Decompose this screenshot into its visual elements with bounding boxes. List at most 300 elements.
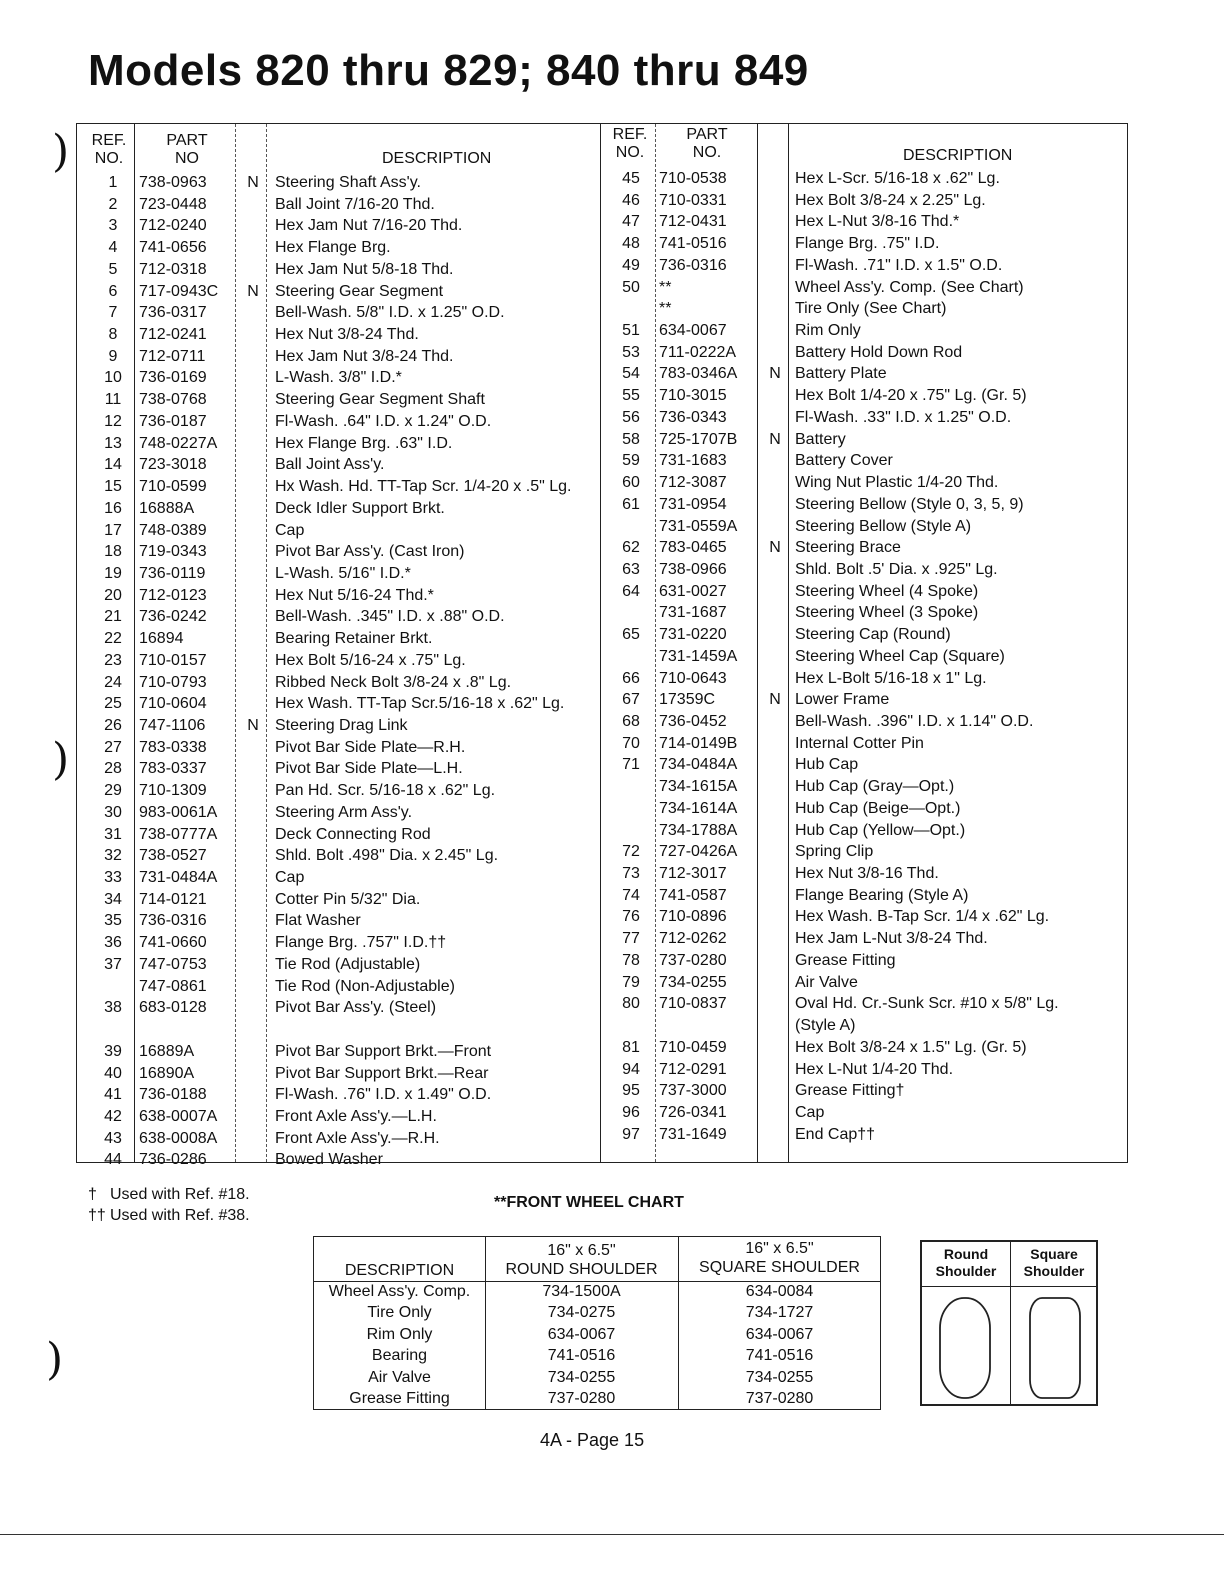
part-number: 731-1459A [659,647,738,665]
part-number: 712-0240 [139,217,207,235]
part-number: 747-0861 [139,977,207,995]
part-number: 734-1615A [659,778,738,796]
part-number: 738-0768 [139,391,207,409]
ref-number: 51 [622,322,640,340]
part-description: Hex Bolt 3/8-24 x 1.5" Lg. (Gr. 5) [795,1038,1027,1056]
part-number: 710-0331 [659,191,727,209]
table-row [77,1080,1127,1102]
part-description: End Cap†† [795,1125,876,1143]
wheel-part-description: Grease Fitting [349,1390,450,1407]
round-shoulder-size: 16" x 6.5" [547,1242,616,1259]
part-description: Cotter Pin 5/32" Dia. [275,890,421,908]
part-number: 747-1106 [139,717,206,734]
part-header-right: PART [686,126,728,143]
ref-number: 77 [622,930,640,948]
wheel-chart-row [314,1345,880,1367]
part-number: 731-0954 [659,495,727,513]
part-description: Tire Only (See Chart) [795,300,947,318]
part-number: 731-0559A [659,517,738,535]
ref-number: 50 [622,278,640,296]
part-number: 712-3017 [659,865,727,883]
tire-profile-icon [922,1288,1098,1406]
part-number: 783-0337 [139,760,207,778]
footnotes [88,1184,250,1226]
description-header-right: DESCRIPTION [903,147,1013,164]
new-flag: N [769,430,781,448]
part-description: Steering Wheel (4 Spoke) [795,582,979,600]
part-description: Pivot Bar Support Brkt.—Rear [275,1064,489,1082]
table-row [77,906,1127,928]
part-description: Bearing Retainer Brkt. [275,630,433,648]
part-number: 16894 [139,630,184,648]
part-description: Hex Nut 3/8-24 Thd. [275,326,419,344]
ref-number: 49 [622,256,640,274]
new-flag: N [769,691,781,709]
ref-number: 2 [108,195,118,213]
part-description: Pivot Bar Ass'y. (Cast Iron) [275,543,465,561]
part-description: Cap [795,1103,825,1121]
ref-number: 46 [622,191,640,209]
part-description: Grease Fitting† [795,1082,905,1100]
ref-number: 47 [622,213,640,231]
part-number: 719-0343 [139,543,207,561]
part-number: 783-0465 [659,539,727,557]
ref-number: 95 [622,1082,640,1100]
new-flag: N [247,717,259,734]
part-number: 731-1683 [659,452,727,470]
ref-header-right: REF. [612,126,648,143]
parts-table: REF. NO. PART NO DESCRIPTION REF. NO. PART NO. DESCRIPTION 1 738-0963 N Steering Shaft Ass'y. 2 723-0448 Ball Joint 7/16-20 Thd. 3 712-0240 Hex Jam Nut 7/16-20 Thd. 4 741-0656 Hex Flange Brg. 5 712-0318 Hex Jam Nut 5/8-18 Thd. 6 717-0943C N Steering Gear Segment 7 736-0317 Bell-Wash. 5/8" I.D. x 1.25" O.D. 8 712-0241 Hex Nut 3/8-24 Thd. 9 712-0711 Hex Jam Nut 3/8-24 Thd. 10 736-0169 L-Wash. 3/8" I.D.* 11 738-0768 Steering Gear Segment Shaft 12 736-0187 Fl-Wash. .64" I.D. x 1.24" O.D. 13 748-0227A Hex Flange Brg. .63" I.D. 14 723-3018 Ball Joint Ass'y. 15 710-0599 Hx Wash. Hd. TT-Tap Scr. 1/4-20 x .5" Lg. 16 16888A Deck Idler Support Brkt. 17 748-0389 Cap 18 719-0343 Pivot Bar Ass'y. (Cast Iron) 19 736-0119 L-Wash. 5/16" I.D.* 20 712-0123 Hex Nut 5/16-24 Thd.* 21 736-0242 Bell-Wash. .345" I.D. x .88" O.D. 22 16894 Bearing Retainer Brkt. 23 710-0157 Hex Bolt 5/16-24 x .75" Lg. 24 710-0793 Ribbed Neck Bolt 3/8-24 x .8" Lg. 25 710-0604 Hex Wash. TT-Tap Scr.5/16-18 x .62" Lg. 26 747-1106 N Steering Drag Link 27 783-0338 Pivot Bar Side Plate—R.H. 28 783-0337 Pivot Bar Side Plate—L.H. 29 710-1309 Pan Hd. Scr. 5/16-18 x .62" Lg. 30 983-0061A Steering Arm Ass'y. 31 738-0777A Deck Connecting Rod 32 738-0527 Shld. Bolt .498" Dia. x 2.45" Lg. 33 731-0484A Cap 34 714-0121 Cotter Pin 5/32" Dia. 35 736-0316 Flat Washer 36 741-0660 Flange Brg. .757" I.D.†† 37 747-0753 Tie Rod (Adjustable) 747-0861 Tie Rod (Non-Adjustable) 38 683-0128 Pivot Bar Ass'y. (Steel) 39 16889A Pivot Bar Support Brkt.—Front 40 16890A Pivot Bar Support Brkt.—Rear 41 736-0188 Fl-Wash. .76" I.D. x 1.49" O.D. 42 638-0007A Front Axle Ass'y.—L.H. 43 638-0008A Front Axle Ass'y.—R.H. 44 736-0286 Bowed Washer 45 710-0538 Hex L-Scr. 5/16-18 x .62" Lg. 46 710-0331 Hex Bolt 3/8-24 x 2.25" Lg. 47 712-0431 Hex L-Nut 3/8-16 Thd.* 48 741-0516 Flange Brg. .75" I.D. 49 736-0316 Fl-Wash. .71" I.D. x 1.5" O.D. 50 ** Wheel Ass'y. Comp. (See Chart) ** Tire Only (See Chart) 51 634-0067 Rim Only 53 711-0222A Battery Hold Down Rod 54 783-0346A N Battery Plate 55 710-3015 Hex Bolt 1/4-20 x .75" Lg. (Gr. 5) 56 736-0343 Fl-Wash. .33" I.D. x 1.25" O.D. 58 725-1707B N Battery 59 731-1683 Battery Cover 60 712-3087 Wing Nut Plastic 1/4-20 Thd. 61 731-0954 Steering Bellow (Style 0, 3, 5, 9) 731-0559A Steering Bellow (Style A) 62 783-0465 N Steering Brace 63 738-0966 Shld. Bolt .5' Dia. x .925" Lg. 64 631-0027 Steering Wheel (4 Spoke) 731-1687 Steering Wheel (3 Spoke) 65 731-0220 Steering Cap (Round) 731-1459A Steering Wheel Cap (Square) 66 710-0643 Hex L-Bolt 5/16-18 x 1" Lg. 67 17359C N Lower Frame 68 736-0452 Bell-Wash. .396" I.D. x 1.14" O.D. 70 714-0149B Internal Cotter Pin 71 734-0484A Hub Cap 734-1615A Hub Cap (Gray—Opt.) 734-1614A Hub Cap (Beige—Opt.) 734-1788A Hub Cap (Yellow—Opt.) 72 727-0426A Spring Clip 73 712-3017 Hex Nut 3/8-16 Thd. 74 741-0587 Flange Bearing (Style A) 76 710-0896 Hex Wash. B-Tap Scr. 1/4 x .62" Lg. 77 712-0262 Hex Jam L-Nut 3/8-24 Thd. 78 737-0280 Grease Fitting 79 734-0255 Air Valve 80 710-0837 Oval Hd. Cr.-Sunk Scr. #10 x 5/8" Lg. (Style A) 81 710-0459 Hex Bolt 3/8-24 x 1.5" Lg. (Gr. 5) 94 712-0291 Hex L-Nut 1/4-20 Thd. 95 737-3000 Grease Fitting† 96 726-0341 Cap 97 731-1649 End Cap†† [76,123,1128,1163]
ref-number: 54 [622,365,640,383]
ref-number: 7 [108,304,118,322]
table-row [77,233,1127,255]
table-row [77,342,1127,364]
part-description: Internal Cotter Pin [795,734,924,752]
wheel-chart-desc-header: DESCRIPTION [344,1262,455,1279]
ref-number: 25 [104,695,122,713]
part-description: Deck Idler Support Brkt. [275,499,445,517]
part-description: Ball Joint Ass'y. [275,456,385,474]
binder-mark: ) [52,126,70,177]
part-description: Hex Jam L-Nut 3/8-24 Thd. [795,930,988,948]
ref-number: 94 [622,1060,640,1078]
square-shoulder-part: 634-0084 [745,1283,814,1300]
part-number: 783-0338 [139,738,207,756]
part-description: Tie Rod (Non-Adjustable) [275,977,455,995]
part-description: Steering Wheel (3 Spoke) [795,604,979,622]
part-number: 727-0426A [659,843,738,861]
ref-number: 12 [104,412,122,430]
table-row [77,190,1127,212]
ref-number: 81 [622,1038,640,1056]
part-description: Battery Plate [795,365,887,383]
part-description: Flange Brg. .757" I.D.†† [275,934,447,952]
wheel-part-description: Rim Only [366,1325,433,1343]
table-row [77,928,1127,950]
part-number: 731-0484A [139,869,218,887]
part-description: Hub Cap (Yellow—Opt.) [795,821,966,839]
part-number: 738-0777A [139,825,218,843]
part-number: 734-1614A [659,799,738,817]
shoulder-diagram: Round Shoulder Square Shoulder [920,1240,1098,1406]
part-description: Hex L-Scr. 5/16-18 x .62" Lg. [795,170,1000,187]
part-number: 736-0242 [139,608,207,626]
part-description: Bowed Washer [275,1151,383,1169]
ref-header: REF. [91,132,127,149]
wheel-part-description: Wheel Ass'y. Comp. [328,1283,471,1300]
ref-number: 35 [104,912,122,930]
ref-number: 42 [104,1107,122,1125]
round-shoulder-part: 634-0067 [547,1325,616,1343]
part-number: 710-0459 [659,1038,727,1056]
ref-number: 55 [622,387,640,405]
table-row [77,863,1127,885]
ref-number: 68 [622,713,640,730]
part-number: 737-0280 [659,951,727,969]
part-description: Cap [275,521,305,539]
part-description: Fl-Wash. .76" I.D. x 1.49" O.D. [275,1086,492,1104]
part-description: Hex Flange Brg. .63" I.D. [275,434,453,452]
part-number: 736-0286 [139,1151,207,1169]
part-description: Grease Fitting [795,951,896,969]
ref-number: 61 [622,495,640,513]
ref-number: 97 [622,1125,640,1143]
ref-number: 63 [622,560,640,578]
part-number: 634-0067 [659,322,727,340]
part-description: Bell-Wash. .396" I.D. x 1.14" O.D. [795,713,1034,730]
part-description: Hex Nut 3/8-16 Thd. [795,865,939,883]
round-shoulder-part: 734-0275 [547,1304,616,1322]
table-row [77,211,1127,233]
part-number: 726-0341 [659,1103,727,1121]
part-description: Wing Nut Plastic 1/4-20 Thd. [795,474,999,492]
part-number: 712-0291 [659,1060,727,1078]
part-description: Hex Jam Nut 5/8-18 Thd. [275,260,454,278]
part-number: 734-1788A [659,821,738,839]
part-description: Battery Cover [795,452,893,470]
part-number: 631-0027 [659,582,727,600]
ref-number: 78 [622,951,640,969]
part-description: Spring Clip [795,843,874,861]
ref-number: 27 [104,738,122,756]
ref-number: 79 [622,973,640,991]
part-description: Rim Only [795,322,861,340]
ref-number: 67 [622,691,640,709]
page-number: 4A - Page 15 [540,1430,645,1450]
part-description: Lower Frame [795,691,890,709]
square-shoulder-part: 734-0255 [745,1368,814,1386]
part-description: Fl-Wash. .71" I.D. x 1.5" O.D. [795,256,1003,274]
wheel-chart-row [314,1281,880,1303]
ref-number: 8 [108,326,118,344]
round-shoulder-part: 734-1500A [542,1283,621,1300]
part-number: 747-0753 [139,955,207,973]
part-number: 734-0484A [659,756,738,774]
part-number: 741-0516 [659,235,727,253]
table-row [77,668,1127,690]
part-number: 710-0157 [139,651,207,669]
square-shoulder-size: 16" x 6.5" [745,1240,814,1257]
table-row [77,298,1127,320]
part-description: Steering Gear Segment [275,282,444,300]
ref-number: 9 [108,347,118,365]
part-number: 983-0061A [139,803,218,821]
square-shoulder-label: Square [1030,1246,1078,1262]
table-row [77,711,1127,733]
table-row [77,1102,1127,1124]
binder-mark: ) [52,734,70,785]
part-number: 736-0343 [659,408,727,426]
table-row [77,363,1127,385]
part-description: Steering Cap (Round) [795,626,951,644]
ref-number: 38 [104,999,122,1017]
part-number: 738-0963 [139,174,207,191]
table-row [77,385,1127,407]
ref-number: 74 [622,886,640,904]
part-description: Bell-Wash. .345" I.D. x .88" O.D. [275,608,505,626]
ref-number: 23 [104,651,122,669]
ref-number: 17 [104,521,122,539]
part-description: Hex Flange Brg. [275,239,391,257]
ref-number: 73 [622,865,640,883]
round-shoulder-part: 734-0255 [547,1368,616,1386]
part-number: 710-0538 [659,170,727,187]
part-number: 16890A [139,1064,195,1082]
table-row [77,885,1127,907]
footnote: † Used with Ref. #18. [88,1186,250,1203]
part-number: 736-0119 [139,564,206,582]
front-wheel-chart [313,1236,881,1410]
table-row [77,1059,1127,1081]
wheel-part-description: Tire Only [367,1304,432,1322]
ref-number: 64 [622,582,640,600]
table-row [77,689,1127,711]
wheel-chart-row [314,1324,880,1346]
part-number: 736-0169 [139,369,207,387]
wheel-chart-title: **FRONT WHEEL CHART [494,1194,684,1211]
wheel-part-description: Bearing [371,1347,428,1365]
ref-number: 5 [108,260,118,278]
part-description: Steering Gear Segment Shaft [275,391,485,409]
table-row [77,472,1127,494]
part-description: Steering Wheel Cap (Square) [795,647,1005,665]
ref-number: 65 [622,626,640,644]
square-shoulder-part: 741-0516 [745,1347,814,1365]
part-description: Deck Connecting Rod [275,825,431,843]
part-number: 741-0660 [139,934,207,952]
ref-number: 53 [622,343,640,361]
wheel-chart-row [314,1302,880,1324]
ref-number: 56 [622,408,640,426]
part-number: 738-0966 [659,560,727,578]
part-number: 723-3018 [139,456,207,474]
part-number: 712-3087 [659,474,727,492]
part-number: 638-0008A [139,1129,218,1147]
part-description: Steering Brace [795,539,901,557]
square-shoulder-part: 734-1727 [745,1304,814,1322]
table-row [77,820,1127,842]
part-number: 714-0121 [139,890,207,908]
part-description: Hex Jam Nut 7/16-20 Thd. [275,217,463,235]
ref-number: 76 [622,908,640,926]
part-description: Shld. Bolt .498" Dia. x 2.45" Lg. [275,847,499,865]
part-description: Wheel Ass'y. Comp. (See Chart) [795,278,1024,296]
part-description: L-Wash. 3/8" I.D.* [275,369,402,387]
square-shoulder-part: 737-0280 [745,1390,814,1407]
part-number: 712-0123 [139,586,207,604]
table-row [77,972,1127,994]
round-shoulder-header: ROUND SHOULDER [505,1261,658,1278]
ref-number: 10 [104,369,122,387]
part-number: 712-0318 [139,260,207,278]
part-number: 712-0262 [659,930,727,948]
table-row [77,1015,1127,1037]
part-number: 714-0149B [659,734,738,752]
part-description: Hub Cap [795,756,859,774]
part-number: 717-0943C [139,282,219,300]
round-shoulder-part: 741-0516 [547,1347,616,1365]
binder-mark: ) [46,1334,64,1385]
part-description: Bell-Wash. 5/8" I.D. x 1.25" O.D. [275,304,505,322]
ref-number: 70 [622,734,640,752]
part-description: Hub Cap (Beige—Opt.) [795,799,961,817]
part-description: Front Axle Ass'y.—R.H. [275,1129,440,1147]
ref-number: 40 [104,1064,122,1082]
part-description: L-Wash. 5/16" I.D.* [275,564,411,582]
part-description: Shld. Bolt .5' Dia. x .925" Lg. [795,560,998,578]
table-row [77,624,1127,646]
part-description: Flange Bearing (Style A) [795,886,969,904]
part-description: Pan Hd. Scr. 5/16-18 x .62" Lg. [275,782,496,800]
wheel-chart-row [314,1367,880,1389]
part-description: Flange Brg. .75" I.D. [795,235,940,253]
part-number: 17359C [659,691,716,709]
ref-number: 6 [108,282,118,300]
ref-number: 28 [104,760,122,778]
table-row [77,754,1127,776]
part-number: 710-0837 [659,995,727,1013]
part-description: Hex Wash. TT-Tap Scr.5/16-18 x .62" Lg. [275,695,565,713]
new-flag: N [769,539,781,557]
ref-number: 72 [622,843,640,861]
table-row [77,168,1127,190]
page-title: Models 820 thru 829; 840 thru 849 [88,46,809,95]
table-row [77,1124,1127,1146]
part-number: 731-1687 [659,604,727,622]
part-number: 783-0346A [659,365,738,383]
table-row [77,429,1127,451]
part-number: 712-0241 [139,326,207,344]
part-number: 723-0448 [139,195,207,213]
ref-number: 37 [104,955,122,973]
ref-number: 31 [104,825,122,843]
part-description: Flat Washer [275,912,361,930]
part-number: 711-0222A [659,343,737,361]
part-number: 731-0220 [659,626,727,644]
ref-number: 3 [108,217,118,235]
part-header: PART [166,132,208,149]
ref-number: 20 [104,586,122,604]
square-shoulder-header: SQUARE SHOULDER [699,1259,860,1276]
part-number: 710-0643 [659,669,727,687]
round-shoulder-part: 737-0280 [547,1390,616,1407]
wheel-chart-row [314,1388,880,1410]
part-description: Hex Bolt 5/16-24 x .75" Lg. [275,651,466,669]
part-number: 731-1649 [659,1125,727,1143]
part-description: Battery Hold Down Rod [795,343,963,361]
part-number: 741-0656 [139,239,207,257]
part-description: Front Axle Ass'y.—L.H. [275,1107,437,1125]
part-description: Battery [795,430,846,448]
ref-number: 24 [104,673,122,691]
round-shoulder-label: Round [943,1246,989,1262]
table-row [77,1149,1127,1171]
ref-number: 1 [108,174,118,191]
ref-number: 39 [104,1042,122,1060]
part-description: Oval Hd. Cr.-Sunk Scr. #10 x 5/8" Lg. [795,995,1059,1013]
ref-number: 33 [104,869,122,887]
part-description: Hex Bolt 1/4-20 x .75" Lg. (Gr. 5) [795,387,1027,405]
ref-number: 18 [104,543,122,561]
part-number: 738-0527 [139,847,207,865]
part-number: 16888A [139,499,195,517]
part-number: 736-0316 [659,256,727,274]
part-description: Steering Drag Link [275,717,408,734]
part-description: Hex Bolt 3/8-24 x 2.25" Lg. [795,191,986,209]
ref-number: 34 [104,890,122,908]
table-row [77,277,1127,299]
part-description: Pivot Bar Support Brkt.—Front [275,1042,492,1060]
table-row [77,841,1127,863]
part-description: Steering Bellow (Style A) [795,517,972,535]
new-flag: N [247,174,259,191]
ref-number: 32 [104,847,122,865]
part-number: 712-0431 [659,213,727,231]
part-description: Air Valve [795,973,858,991]
ref-number: 66 [622,669,640,687]
ref-number: 48 [622,235,640,253]
ref-number: 21 [104,608,122,626]
square-shoulder-part: 634-0067 [745,1325,814,1343]
table-row [77,516,1127,538]
table-row [77,407,1127,429]
ref-number: 71 [622,756,640,774]
part-description: Hub Cap (Gray—Opt.) [795,778,955,796]
ref-number: 15 [104,478,122,496]
table-row [77,559,1127,581]
ref-number: 14 [104,456,122,474]
ref-number: 30 [104,803,122,821]
ref-number: 43 [104,1129,122,1147]
part-number: 725-1707B [659,430,738,448]
part-description: Hex L-Nut 1/4-20 Thd. [795,1060,954,1078]
table-row [77,320,1127,342]
part-number: 741-0587 [659,886,727,904]
part-description: Pivot Bar Side Plate—R.H. [275,738,466,756]
part-description: Hex Nut 5/16-24 Thd.* [275,586,434,604]
table-row [77,537,1127,559]
part-number: 710-3015 [659,387,727,405]
part-number: 736-0316 [139,912,207,930]
part-number: 736-0317 [139,304,207,322]
table-row [77,776,1127,798]
table-row [77,733,1127,755]
part-number: 638-0007A [139,1107,218,1125]
ref-number: 44 [104,1151,122,1169]
ref-number: 62 [622,539,640,557]
table-row [77,646,1127,668]
part-description: Steering Bellow (Style 0, 3, 5, 9) [795,495,1024,513]
